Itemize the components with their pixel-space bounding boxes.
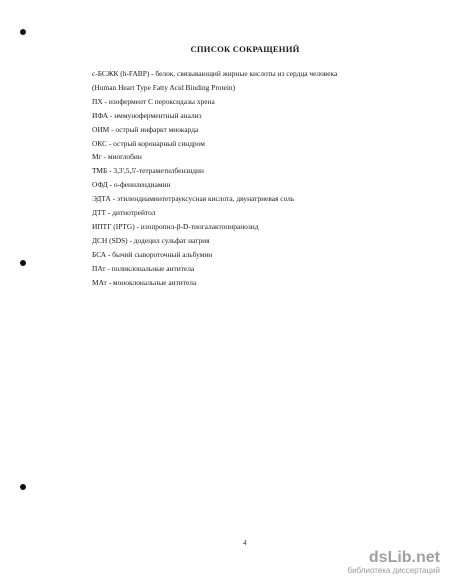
list-item: ДТТ - дитиотрейтол [92, 208, 156, 218]
list-item: (Human Heart Type Fatty Acid Binding Protein) [92, 82, 236, 92]
list-item: ДСН (SDS) - додецил сульфат натрия [92, 235, 210, 245]
punch-hole-mark [20, 29, 26, 35]
list-item: ЭДТА - этилендиаминтетрауксусная кислота, двунатриевая соль [92, 194, 295, 204]
list-item: ОИМ - острый инфаркт миокарда [92, 124, 199, 134]
list-item: МАт - моноклональные антитела [92, 277, 197, 287]
list-item: ОКС - острый коронарный синдром [92, 138, 205, 148]
punch-hole-mark [20, 260, 26, 266]
list-item: ПХ - изофермент С пероксидазы хрена [92, 96, 215, 106]
page-number: 4 [243, 539, 247, 547]
watermark-subtitle: библиотека диссертаций [347, 566, 440, 575]
list-item: ИПТГ (IPTG) - изопропил-β-D-тиогалактопиранозид [92, 221, 259, 231]
punch-hole-mark [20, 484, 26, 490]
list-item: ИФА - иммуноферментный анализ [92, 110, 202, 120]
list-item: с-БСЖК (h-FABP) - белок, связывающий жирные кислоты из сердца человека [92, 69, 338, 78]
list-item: ПАт - поликлональные антитела [92, 263, 195, 273]
list-item: Мг - миоглобин [92, 152, 142, 162]
list-item: ОФД - о-фенилендиамин [92, 180, 171, 190]
list-item: ТМБ - 3,3',5,5'-тетраметилбензидин [92, 166, 204, 176]
watermark-logo: dsLib.net [368, 549, 440, 566]
list-item: БСА - бычий сывороточный альбумин [92, 249, 213, 259]
abbreviation-list [92, 67, 422, 290]
page-title: СПИСОК СОКРАЩЕНИЙ [190, 44, 300, 54]
watermark [348, 550, 440, 576]
